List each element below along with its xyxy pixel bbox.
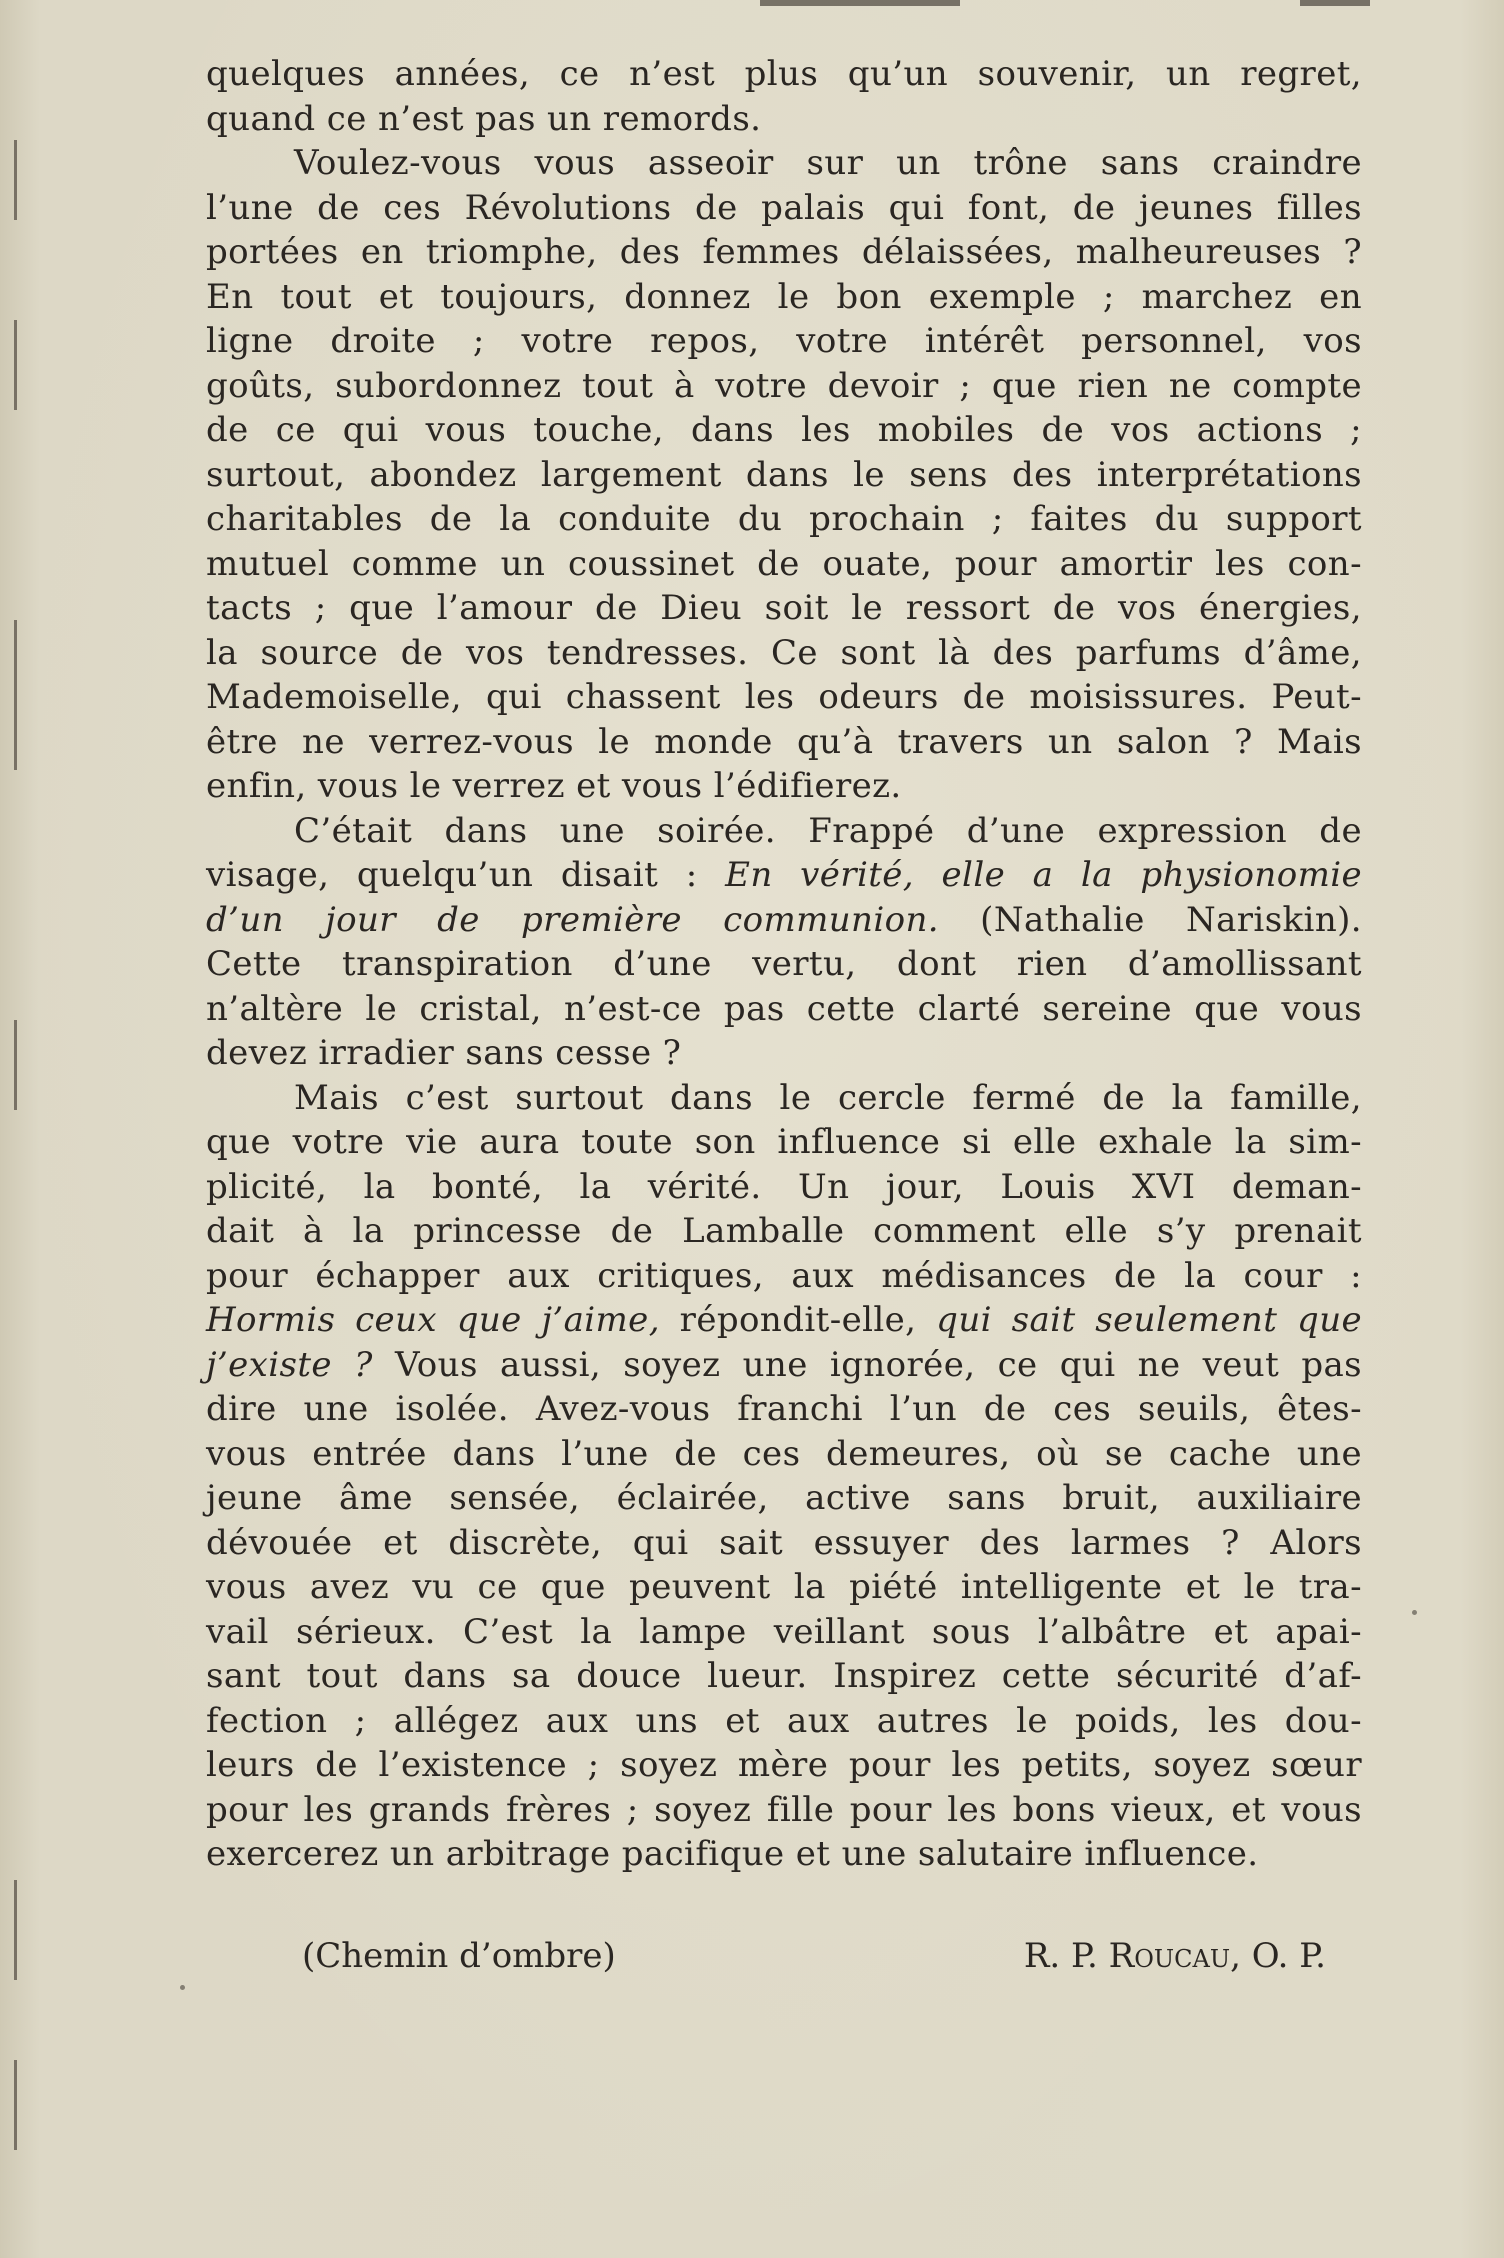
- text-line: fection ; allégez aux uns et aux autres le poids, les dou-: [206, 1700, 1362, 1741]
- italic-quote: d’un jour de première communion.: [206, 899, 939, 940]
- text-line: jeune âme sensée, éclairée, active sans bruit, auxiliaire: [206, 1478, 1362, 1518]
- text-line: n’altère le cristal, n’est-ce pas cette clarté sereine que vous: [206, 988, 1362, 1029]
- text-line: sant tout dans sa douce lueur. Inspirez cette sécurité d’af-: [206, 1656, 1362, 1696]
- text-line: quelques années, ce n’est plus qu’un souvenir, un regret,: [206, 54, 1362, 94]
- author-surname: Roucau: [1108, 1936, 1231, 1976]
- text-line: devez irradier sans cesse ?: [206, 1033, 682, 1073]
- source-title: (Chemin d’ombre): [302, 1936, 616, 1976]
- paper-speck: [180, 1985, 185, 1990]
- text-line: [206, 898, 1362, 943]
- text-line: pour les grands frères ; soyez fille pour les bons vieux, et vous: [206, 1789, 1362, 1830]
- text-line: [206, 853, 1362, 898]
- author-name: [1024, 1932, 1326, 1980]
- text-line: tacts ; que l’amour de Dieu soit le ressort de vos énergies,: [206, 588, 1362, 628]
- page-number-fragment: [1300, 0, 1370, 6]
- text-line: leurs de l’existence ; soyez mère pour les petits, soyez sœur: [206, 1745, 1362, 1785]
- text-line: dait à la princesse de Lamballe comment elle s’y prenait: [206, 1211, 1362, 1251]
- text-line: En tout et toujours, donnez le bon exemple ; marchez en: [206, 276, 1362, 317]
- text-line: Mais c’est surtout dans le cercle fermé de la famille,: [294, 1077, 1362, 1118]
- text-line: plicité, la bonté, la vérité. Un jour, Louis XVI deman-: [206, 1166, 1362, 1207]
- text-line: vous entrée dans l’une de ces demeures, où se cache une: [206, 1433, 1362, 1474]
- page-edge-mark: [14, 1880, 17, 1980]
- text-line: Mademoiselle, qui chassent les odeurs de moisissures. Peut-: [206, 677, 1362, 717]
- text-line: la source de vos tendresses. Ce sont là des parfums d’âme,: [206, 632, 1362, 673]
- text-line: charitables de la conduite du prochain ; faites du support: [206, 499, 1362, 539]
- text-line: [206, 1343, 1362, 1388]
- text-line: Voulez-vous vous asseoir sur un trône sans craindre: [294, 143, 1362, 183]
- italic-quote: Hormis ceux que j’aime,: [206, 1300, 660, 1340]
- text-line: dire une isolée. Avez-vous franchi l’un de ces seuils, êtes-: [206, 1389, 1362, 1429]
- italic-quote: qui sait seulement que: [936, 1300, 1363, 1340]
- text-run: répondit-elle,: [659, 1300, 937, 1340]
- text-line: C’était dans une soirée. Frappé d’une expression de: [294, 810, 1362, 851]
- italic-quote: En vérité, elle a la physionomie: [725, 855, 1363, 895]
- text-line: Cette transpiration d’une vertu, dont rien d’amollissant: [206, 944, 1362, 984]
- text-line: enfin, vous le verrez et vous l’édifierez.: [206, 766, 902, 806]
- text-run: (Nathalie Nariskin).: [938, 899, 1363, 940]
- text-line: mutuel comme un coussinet de ouate, pour amortir les con-: [206, 543, 1362, 584]
- text-line: exercerez un arbitrage pacifique et une salutaire influence.: [206, 1834, 1259, 1874]
- page-edge-mark: [14, 1020, 17, 1110]
- text-line: portées en triomphe, des femmes délaissées, malheureuses ?: [206, 232, 1362, 272]
- paper-speck: [1412, 1610, 1417, 1615]
- text-line: pour échapper aux critiques, aux médisances de la cour :: [206, 1255, 1362, 1296]
- text-line: de ce qui vous touche, dans les mobiles de vos actions ;: [206, 410, 1362, 450]
- text-line: surtout, abondez largement dans le sens des interprétations: [206, 454, 1362, 495]
- text-line: goûts, subordonnez tout à votre devoir ; que rien ne compte: [206, 365, 1362, 406]
- text-run: Vous aussi, soyez une ignorée, ce qui ne veut pas: [372, 1344, 1362, 1385]
- body-text: [206, 52, 1362, 1877]
- text-line: être ne verrez-vous le monde qu’à travers un salon ? Mais: [206, 721, 1362, 762]
- text-run: visage, quelqu’un disait :: [206, 855, 726, 895]
- page-edge-mark: [14, 620, 17, 770]
- text-line: quand ce n’est pas un remords.: [206, 98, 762, 139]
- page-edge-mark: [14, 140, 17, 220]
- text-line: que votre vie aura toute son influence si elle exhale la sim-: [206, 1122, 1362, 1162]
- text-line: ligne droite ; votre repos, votre intérêt personnel, vos: [206, 321, 1362, 361]
- text-line: vous avez vu ce que peuvent la piété intelligente et le tra-: [206, 1567, 1362, 1607]
- page-edge-mark: [14, 320, 17, 410]
- signature-line: [206, 1932, 1362, 1980]
- text-line: vail sérieux. C’est la lampe veillant sous l’albâtre et apai-: [206, 1611, 1362, 1652]
- text-line: dévouée et discrète, qui sait essuyer des larmes ? Alors: [206, 1522, 1362, 1563]
- page-edge-mark: [14, 2060, 17, 2150]
- author-prefix: R. P.: [1023, 1936, 1109, 1976]
- italic-quote: j’existe ?: [206, 1344, 373, 1385]
- author-suffix: , O. P.: [1230, 1936, 1326, 1976]
- running-head-fragment: [760, 0, 960, 6]
- text-line: l’une de ces Révolutions de palais qui font, de jeunes filles: [206, 187, 1362, 228]
- text-line: [206, 1298, 1362, 1343]
